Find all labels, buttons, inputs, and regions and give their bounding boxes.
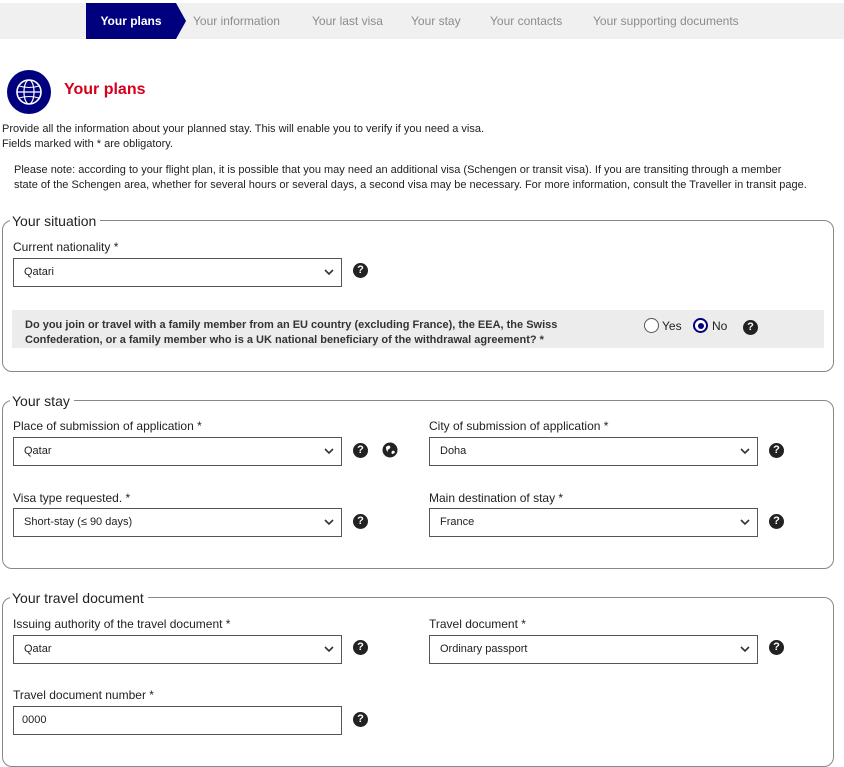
- radio-no-label: No: [712, 319, 728, 333]
- obligatory-fields-note: Fields marked with * are obligatory.: [2, 138, 173, 150]
- city-of-submission-select[interactable]: [429, 437, 758, 466]
- radio-no[interactable]: [693, 318, 708, 333]
- help-icon[interactable]: ?: [769, 640, 784, 655]
- help-icon[interactable]: ?: [353, 640, 368, 655]
- place-of-submission-value: Qatar: [24, 445, 52, 457]
- nationality-label: Current nationality *: [13, 240, 119, 254]
- visa-type-select[interactable]: [13, 508, 342, 537]
- chevron-down-icon: [323, 444, 335, 458]
- travel-document-number-input[interactable]: [13, 706, 342, 735]
- main-destination-label: Main destination of stay *: [429, 491, 564, 505]
- transit-note-line-2: state of the Schengen area, whether for several hours or several days, a second visa may be necessary. For more information, consult the Traveller in transit page.: [14, 179, 807, 191]
- radio-yes-label: Yes: [662, 319, 682, 333]
- chevron-down-icon: [323, 265, 335, 279]
- city-of-submission-label: City of submission of application *: [429, 419, 609, 433]
- visa-type-value: Short-stay (≤ 90 days): [24, 516, 133, 528]
- travel-document-select[interactable]: [429, 635, 758, 664]
- travel-document-value: Ordinary passport: [440, 643, 528, 655]
- step-your-information[interactable]: Your information: [193, 14, 280, 28]
- page-title: Your plans: [64, 81, 146, 98]
- issuing-authority-select[interactable]: [13, 635, 342, 664]
- main-destination-value: France: [440, 516, 475, 528]
- chevron-down-icon: [739, 642, 751, 656]
- step-your-plans[interactable]: Your plans: [86, 3, 176, 39]
- globe-icon[interactable]: [382, 442, 398, 458]
- chevron-down-icon: [323, 515, 335, 529]
- family-member-question: Do you join or travel with a family member from an EU country (excluding France), the EEA, the Swiss Confederation, or a family member who is a UK national beneficiary of the withdrawal agreement? *: [25, 319, 558, 346]
- chevron-down-icon: [739, 515, 751, 529]
- place-of-submission-select[interactable]: [13, 437, 342, 466]
- travel-document-number-label: Travel document number *: [13, 688, 154, 702]
- help-icon[interactable]: ?: [743, 320, 758, 335]
- help-icon[interactable]: ?: [769, 514, 784, 529]
- step-your-supporting-documents[interactable]: Your supporting documents: [593, 14, 739, 28]
- visa-type-label: Visa type requested. *: [13, 491, 131, 505]
- chevron-down-icon: [739, 444, 751, 458]
- help-icon[interactable]: ?: [769, 443, 784, 458]
- transit-note-line-1: Please note: according to your flight plan, it is possible that you may need an additional visa (Schengen or transit visa). If you are transiting through a member: [14, 164, 782, 176]
- main-destination-select[interactable]: [429, 508, 758, 537]
- nationality-select[interactable]: [13, 258, 342, 287]
- help-icon[interactable]: ?: [353, 514, 368, 529]
- city-of-submission-value: Doha: [440, 445, 467, 457]
- globe-icon: [7, 70, 51, 114]
- help-icon[interactable]: ?: [353, 712, 368, 727]
- travel-document-number-value: 0000: [22, 714, 47, 726]
- travel-document-legend: Your travel document: [10, 590, 148, 606]
- situation-fieldset: [2, 220, 834, 372]
- nationality-value: Qatari: [24, 266, 54, 278]
- step-your-contacts[interactable]: Your contacts: [490, 14, 563, 28]
- issuing-authority-label: Issuing authority of the travel document *: [13, 617, 231, 631]
- issuing-authority-value: Qatar: [24, 643, 52, 655]
- step-navigation: [0, 3, 844, 39]
- place-of-submission-label: Place of submission of application *: [13, 419, 202, 433]
- step-your-stay[interactable]: Your stay: [411, 14, 461, 28]
- intro-text: Provide all the information about your planned stay. This will enable you to verify if you need a visa.: [2, 123, 485, 135]
- help-icon[interactable]: ?: [353, 263, 368, 278]
- travel-document-label: Travel document *: [429, 617, 526, 631]
- help-icon[interactable]: ?: [353, 443, 368, 458]
- stay-legend: Your stay: [10, 393, 74, 409]
- radio-yes[interactable]: [644, 318, 659, 333]
- situation-legend: Your situation: [10, 213, 100, 229]
- step-your-last-visa[interactable]: Your last visa: [312, 14, 383, 28]
- chevron-down-icon: [323, 642, 335, 656]
